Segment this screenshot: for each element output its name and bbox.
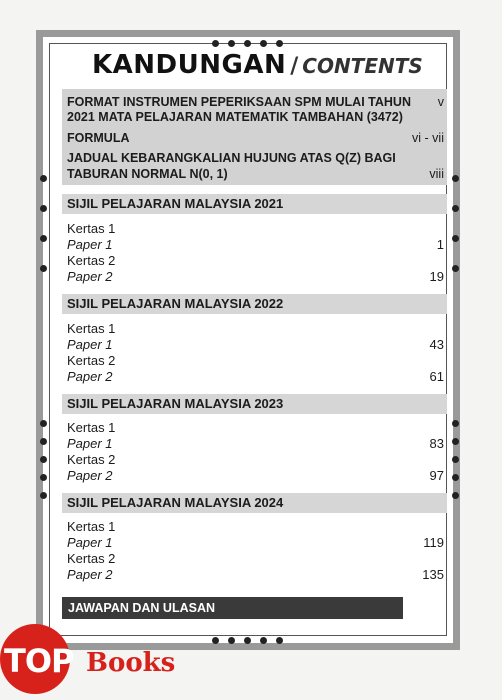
dot [452, 235, 459, 242]
dot [260, 40, 267, 47]
toc-entry-label: FORMAT INSTRUMEN PEPERIKSAAN SPM MULAI TAHUN [67, 95, 411, 109]
dot [452, 456, 459, 463]
title-slash: / [290, 54, 299, 79]
dot [40, 438, 47, 445]
dot [452, 438, 459, 445]
dot [40, 235, 47, 242]
section-heading-2023: SIJIL PELAJARAN MALAYSIA 2023 [62, 394, 447, 414]
page-number: 19 [429, 269, 444, 284]
toc-entry-page: v [437, 95, 444, 109]
logo-books-text: Books [86, 648, 176, 678]
kertas-label: Kertas 1 [67, 519, 116, 534]
dot [40, 420, 47, 427]
title-sub: CONTENTS [302, 54, 423, 78]
section-heading-2021: SIJIL PELAJARAN MALAYSIA 2021 [62, 194, 447, 214]
dot [244, 40, 251, 47]
dot [212, 40, 219, 47]
dot [40, 456, 47, 463]
dot [228, 40, 235, 47]
jawapan-section-link[interactable]: JAWAPAN DAN ULASAN [62, 597, 403, 619]
dot [452, 175, 459, 182]
kertas-label: Kertas 2 [67, 253, 116, 268]
page-number: 61 [429, 369, 444, 384]
dot [276, 637, 283, 644]
page-title [92, 50, 423, 80]
dot [228, 637, 235, 644]
section-heading-2024: SIJIL PELAJARAN MALAYSIA 2024 [62, 493, 447, 513]
dot [40, 205, 47, 212]
dot [40, 492, 47, 499]
page-number: 135 [422, 567, 444, 582]
kertas-label: Kertas 2 [67, 551, 116, 566]
toc-entry-label: TABURAN NORMAL N(0, 1) [67, 167, 228, 181]
dot [40, 175, 47, 182]
page-number: 97 [429, 468, 444, 483]
paper-label: Paper 2 [67, 369, 113, 384]
kertas-label: Kertas 1 [67, 321, 116, 336]
section-heading-2022: SIJIL PELAJARAN MALAYSIA 2022 [62, 294, 447, 314]
toc-entry-page: vi - vii [412, 131, 444, 145]
kertas-label: Kertas 2 [67, 353, 116, 368]
kertas-label: Kertas 1 [67, 420, 116, 435]
paper-label: Paper 1 [67, 535, 113, 550]
dot [276, 40, 283, 47]
page-number: 119 [423, 535, 444, 550]
paper-label: Paper 1 [67, 436, 113, 451]
toc-entry-label: FORMULA [67, 131, 130, 145]
dot [260, 637, 267, 644]
kertas-label: Kertas 2 [67, 452, 116, 467]
logo-top-text: TOP [4, 642, 74, 680]
dot [40, 474, 47, 481]
paper-label: Paper 1 [67, 337, 113, 352]
paper-label: Paper 2 [67, 468, 113, 483]
kertas-label: Kertas 1 [67, 221, 116, 236]
topbooks-logo [0, 622, 220, 700]
paper-label: Paper 1 [67, 237, 113, 252]
page-number: 1 [436, 237, 444, 252]
page-number: 43 [429, 337, 444, 352]
dot [452, 474, 459, 481]
dot [244, 637, 251, 644]
toc-entry-page: viii [429, 167, 444, 181]
dot [452, 492, 459, 499]
paper-label: Paper 2 [67, 567, 113, 582]
paper-label: Paper 2 [67, 269, 113, 284]
page-number: 83 [429, 436, 444, 451]
toc-entry-label: JADUAL KEBARANGKALIAN HUJUNG ATAS Q(Z) BAGI [67, 151, 396, 165]
dot [452, 420, 459, 427]
dot [452, 265, 459, 272]
dot [40, 265, 47, 272]
dot [452, 205, 459, 212]
toc-entry-label: 2021 MATA PELAJARAN MATEMATIK TAMBAHAN (3472) [67, 110, 403, 124]
title-main: KANDUNGAN [92, 50, 287, 80]
